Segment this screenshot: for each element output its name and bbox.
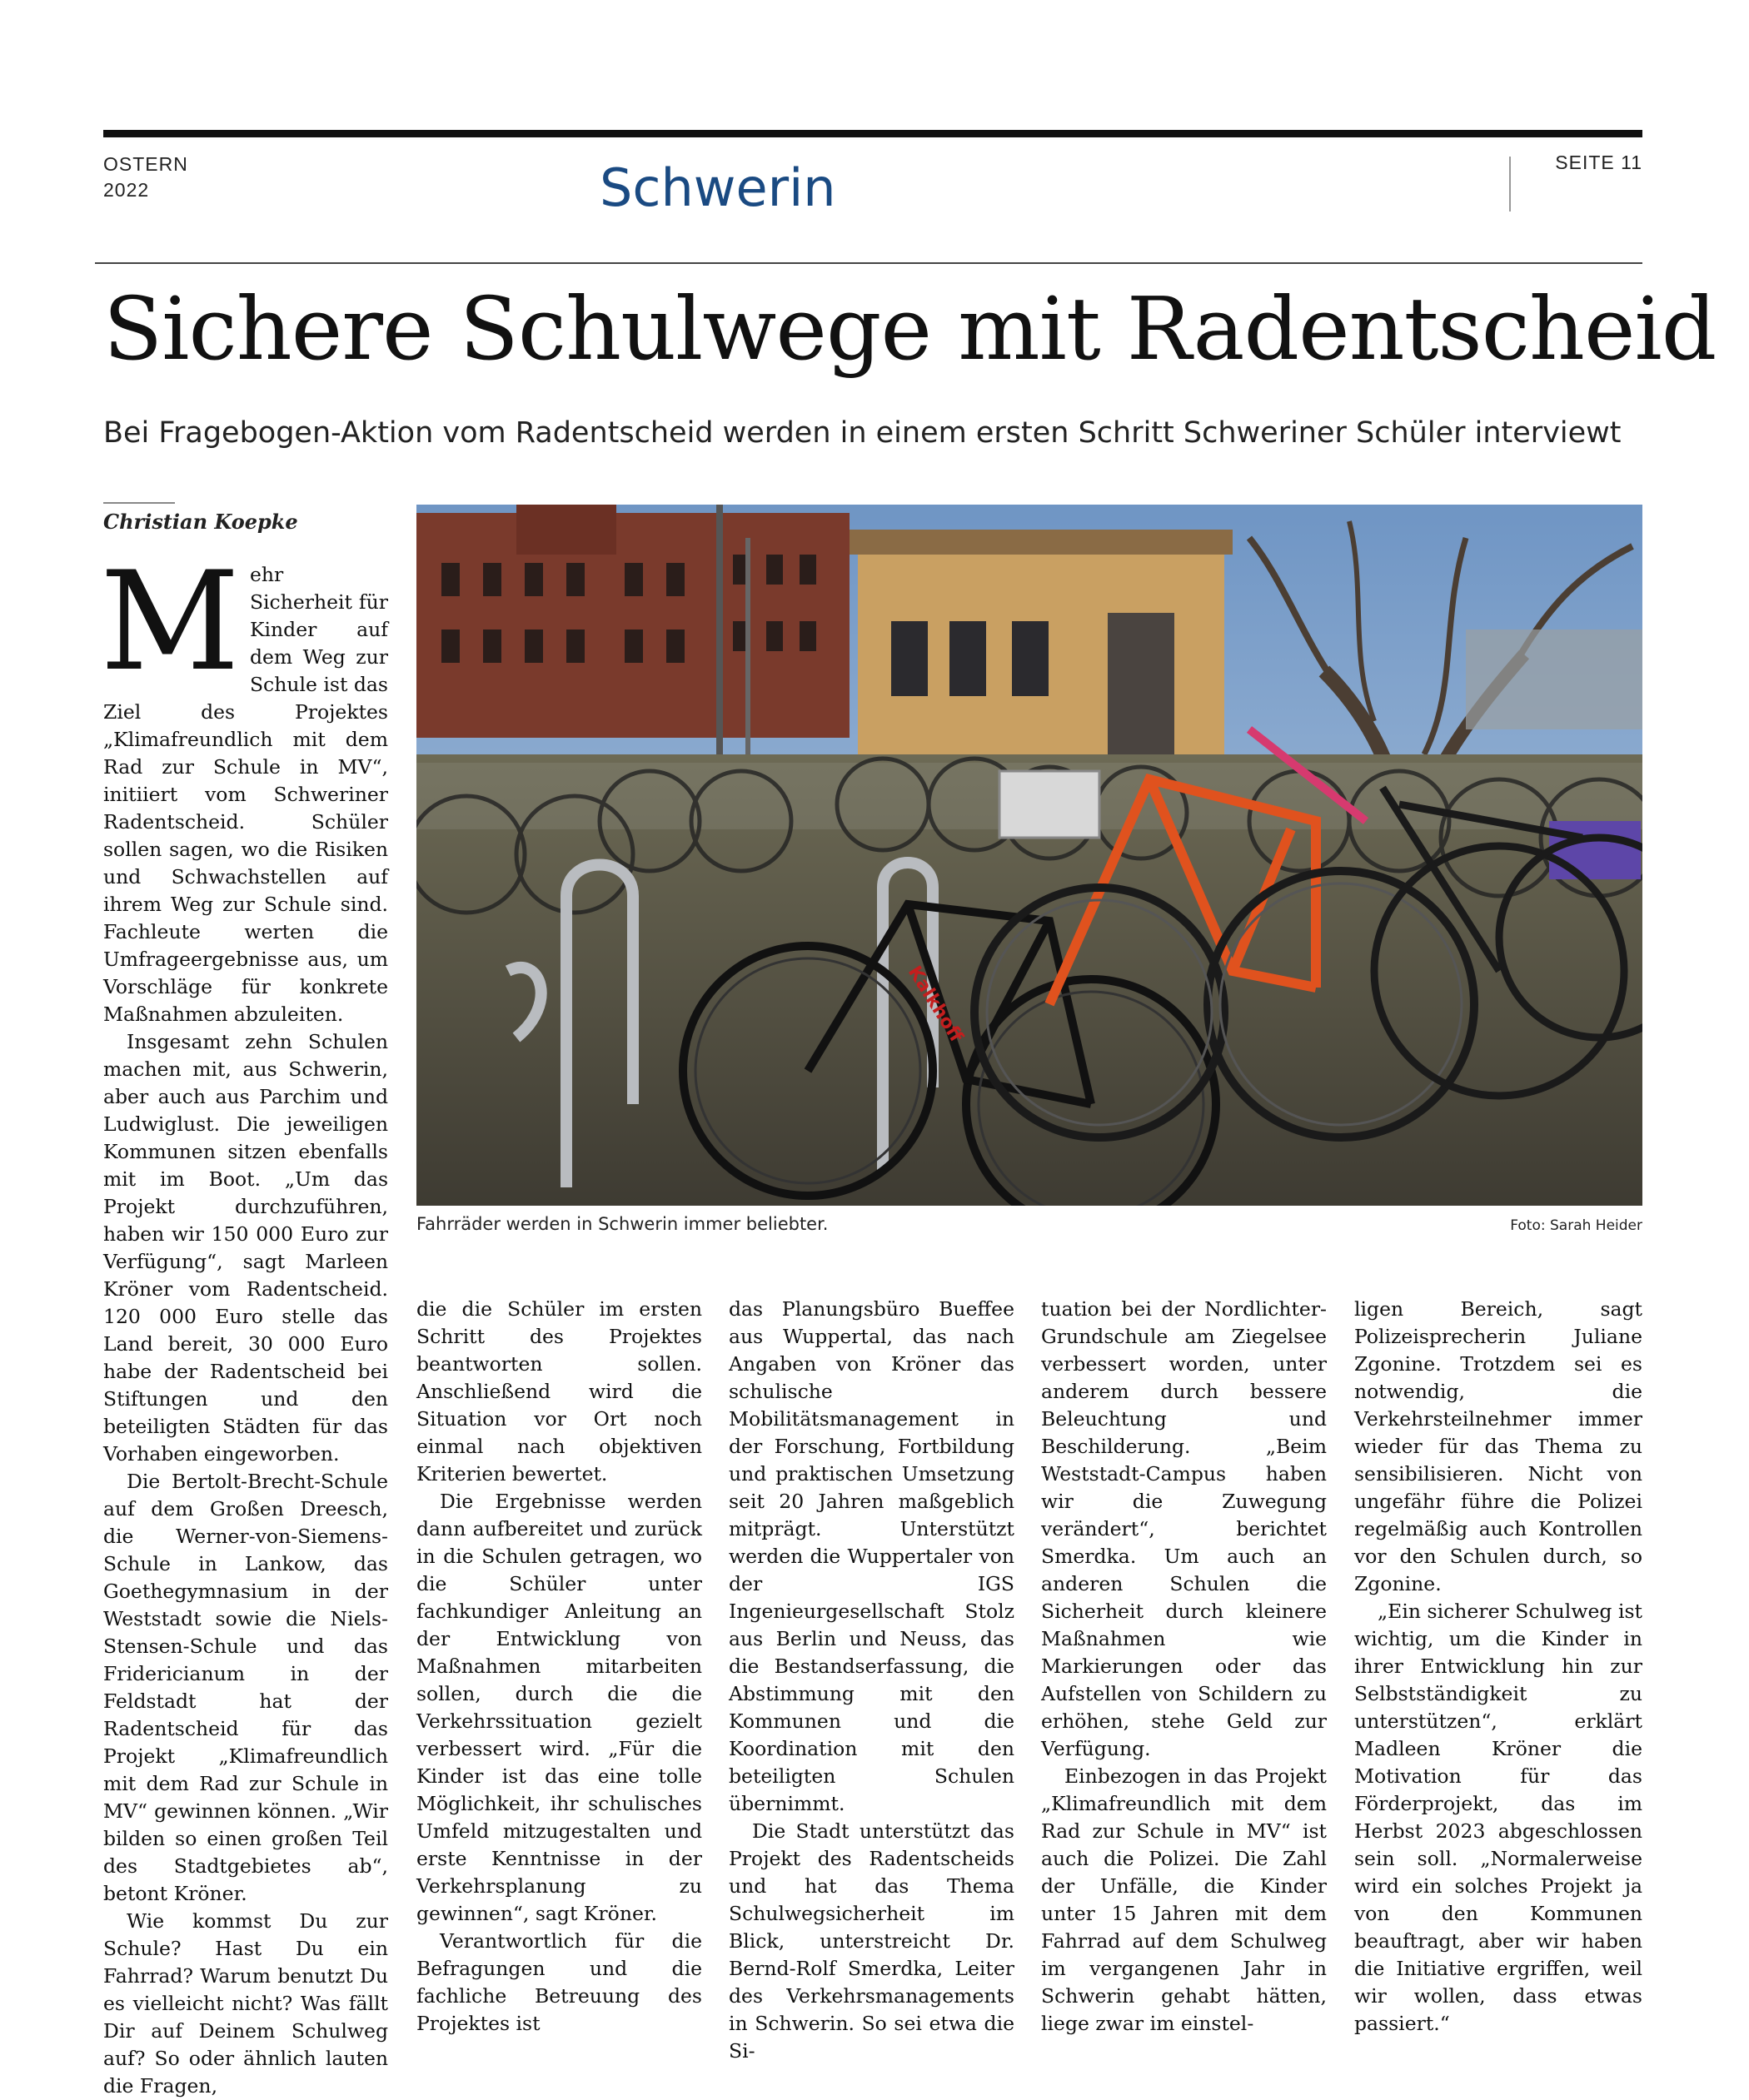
- paragraph: Die Bertolt-Brecht-Schule auf dem Großen Dreesch, die Werner-von-Siemens-Schule in Lankow, das Goethegymnasium in der Weststadt sowie die Niels-Stensen-Schule und das Fridericianum in der Feldstadt hat der Radentscheid für das Projekt „Klimafreundlich mit dem Rad zur Schule in MV“ gewinnen können. „Wir bilden so einen großen Teil des Stadtgebietes ab“, betont Kröner.: [103, 1470, 388, 1905]
- paragraph: Die Ergebnisse werden dann aufbereitet und zurück in die Schulen getragen, wo die Schüler unter fachkundiger Anleitung an der Entwicklung von Maßnahmen mitarbeiten sollen, durch die die Verkehrssituation gezielt verbessert wird. „Für die Kinder ist das eine tolle Möglichkeit, ihr schulisches Umfeld mitzugestalten und erste Kenntnisse in der Verkehrsplanung zu gewinnen“, sagt Kröner.: [416, 1490, 702, 1925]
- purple-basket: [1549, 821, 1641, 879]
- article-photo: [416, 505, 1642, 1206]
- article-column-4: [1041, 1296, 1327, 2038]
- page-number: SEITE 11: [1555, 152, 1642, 173]
- white-basket: [999, 771, 1099, 838]
- paragraph: tuation bei der Nordlichter-Grundschule am Ziegelsee verbessert worden, unter anderem durch bessere Beleuchtung und Beschilderung. „Beim Weststadt-Campus haben wir die Zuwegung verändert“, berichtet Smerdka. Um auch an anderen Schulen die Sicherheit durch kleinere Maßnahmen wie Markierungen oder das Aufstellen von Schildern zu erhöhen, stehe Geld zur Verfügung.: [1041, 1297, 1327, 1760]
- paragraph: ligen Bereich, sagt Polizeisprecherin Juliane Zgonine. Trotzdem sei es notwendig, die Verkehrsteilnehmer immer wieder für das Thema zu sensibilisieren. Nicht von ungefähr führe die Polizei regelmäßig auch Kontrollen vor den Schulen durch, so Zgonine.: [1354, 1297, 1642, 1595]
- paragraph: die die Schüler im ersten Schritt des Projektes beantworten sollen. Anschließend wird die Situation vor Ort noch einmal nach objektiven Kriterien bewertet.: [416, 1297, 702, 1485]
- paragraph: das Planungsbüro Bueffee aus Wuppertal, das nach Angaben von Kröner das schulische Mobilitätsmanagement in der Forschung, Fortbildung und praktischen Umsetzung seit 20 Jahren maßgeblich mitprägt. Unterstützt werden die Wuppertaler von der IGS Ingenieurgesellschaft Stolz aus Berlin und Neuss, das die Bestandserfassung, die Abstimmung mit den Kommunen und die Koordination mit den beteiligten Schulen übernimmt.: [729, 1297, 1014, 1815]
- subheadline: Bei Fragebogen-Aktion vom Radentscheid werden in einem ersten Schritt Schweriner Schüler interviewt: [103, 416, 1622, 450]
- article-column-5: [1354, 1296, 1642, 2038]
- bicycles-photo-illustration: [416, 505, 1642, 1206]
- headline: Sichere Schulwege mit Radentscheid: [103, 278, 1717, 380]
- paragraph: [100, 542, 388, 1028]
- paragraph: Insgesamt zehn Schulen machen mit, aus Schwerin, aber auch aus Parchim und Ludwiglust. Die jeweiligen Kommunen sitzen ebenfalls mit im Boot. „Um das Projekt durchzuführen, haben wir 150 000 Euro zur Verfügung“, sagt Marleen Kröner vom Radentscheid. 120 000 Euro stelle das Land bereit, 30 000 Euro habe der Radentscheid bei Stiftungen und den beteiligten Städten für das Vorhaben eingeworben.: [103, 1030, 388, 1466]
- header-rule: [95, 262, 1642, 264]
- photo-credit: Foto: Sarah Heider: [1510, 1217, 1642, 1234]
- article-column-3: [729, 1296, 1014, 2065]
- paragraph: Einbezogen in das Projekt „Klimafreundlich mit dem Rad zur Schule in MV“ ist auch die Polizei. Die Zahl der Unfälle, die Kinder unter 15 Jahren mit dem Fahrrad auf dem Schulweg im vergangenen Jahr in Schwerin gehabt hätten, liege zwar im einstel-: [1041, 1764, 1327, 2035]
- bike-brand-label: Kalkhoff: [903, 962, 967, 1047]
- author-byline: Christian Koepke: [103, 510, 298, 534]
- masthead-divider: [1509, 157, 1511, 211]
- photo-caption: Fahrräder werden in Schwerin immer beliebter.: [416, 1214, 829, 1234]
- author-rule: [103, 502, 175, 504]
- drop-cap: M: [100, 542, 240, 701]
- brick-building-left: [416, 513, 850, 738]
- section-title: Schwerin: [600, 157, 836, 218]
- paragraph: Verantwortlich für die Befragungen und die fachliche Betreuung des Projektes ist: [416, 1929, 702, 2035]
- edition-line-2: 2022: [103, 179, 150, 201]
- paragraph: „Ein sicherer Schulweg ist wichtig, um die Kinder in ihrer Entwicklung hin zur Selbstständigkeit zu unterstützen“, erklärt Madleen Kröner die Motivation für das Förderprojekt, das im Herbst 2023 abgeschlossen sein soll. „Normalerweise wird ein solches Projekt ja von den Kommunen beauftragt, aber wir haben die Initiative ergriffen, weil wir wollen, dass etwas passiert.“: [1354, 1600, 1642, 2035]
- masthead-top-rule: [103, 130, 1642, 137]
- article-column-1: [100, 542, 388, 2100]
- edition-label: [103, 152, 188, 203]
- paragraph: Wie kommst Du zur Schule? Hast Du ein Fahrrad? Warum benutzt Du es vielleicht nicht? Was fällt Dir auf Deinem Schulweg auf? So oder ähnlich lauten die Fragen,: [103, 1909, 388, 2098]
- paragraph-text: ehr Sicherheit für Kinder auf dem Weg zur Schule ist das Ziel des Projektes „Klimafreundlich mit dem Rad zur Schule in MV“, initiiert vom Schweriner Radentscheid. Schüler sollen sagen, wo die Risiken und Schwachstellen auf ihrem Weg zur Schule sind. Fachleute werten die Umfrageergebnisse aus, um Vorschläge für konkrete Maßnahmen abzuleiten.: [103, 563, 388, 1026]
- article-column-2: [416, 1296, 702, 2038]
- brick-pavilion: [850, 530, 1233, 779]
- edition-line-1: OSTERN: [103, 153, 188, 175]
- paragraph: Die Stadt unterstützt das Projekt des Radentscheids und hat das Thema Schulwegsicherheit im Blick, unterstreicht Dr. Bernd-Rolf Smerdka, Leiter des Verkehrsmanagements in Schwerin. So sei etwa die Si-: [729, 1819, 1014, 2063]
